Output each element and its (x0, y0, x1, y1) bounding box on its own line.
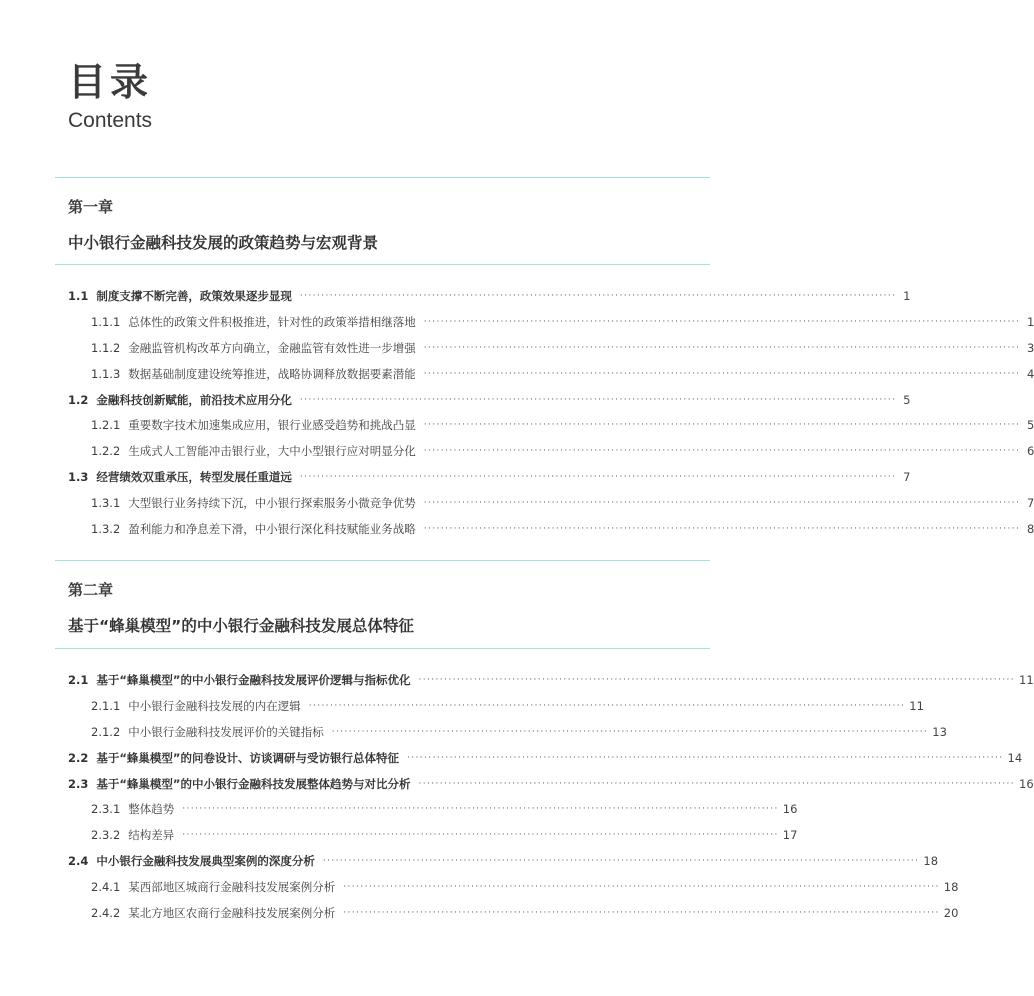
dot-leader: ············································································································································ (423, 368, 1021, 379)
toc-entry[interactable] (68, 822, 798, 848)
section-number: 2.3 (68, 776, 89, 791)
toc-entry[interactable] (68, 387, 911, 413)
toc-entry[interactable] (68, 874, 959, 900)
divider (55, 264, 710, 265)
toc-entry[interactable] (68, 335, 1034, 361)
page-number: 11 (1019, 672, 1034, 687)
section-number: 1.3.2 (91, 521, 121, 536)
section-number: 1.3.1 (91, 496, 121, 511)
dot-leader: ············································································································································ (182, 830, 779, 841)
toc-entry[interactable] (68, 719, 947, 745)
section-title: 重要数字技术加速集成应用，银行业感受趋势和挑战凸显 (128, 418, 416, 433)
dot-leader: ············································································································································ (423, 446, 1021, 457)
section-number: 2.2 (68, 750, 89, 765)
toc-entry[interactable] (68, 490, 1034, 516)
toc-entry[interactable] (68, 309, 1034, 335)
section-title: 结构差异 (128, 828, 175, 843)
divider (55, 648, 710, 649)
dot-leader: ············································································································································ (299, 472, 897, 483)
section-title: 某西部地区城商行金融科技发展案例分析 (128, 880, 336, 895)
section-title: 基于“蜂巢模型”的中小银行金融科技发展整体趋势与对比分析 (96, 776, 411, 791)
section-number: 2.1 (68, 672, 89, 687)
section-title: 中小银行金融科技发展典型案例的深度分析 (96, 854, 315, 869)
dot-leader: ············································································································································ (423, 316, 1021, 327)
toc-entry[interactable] (68, 771, 1034, 797)
section-title: 基于“蜂巢模型”的问卷设计、访谈调研与受访银行总体特征 (96, 750, 399, 765)
section-number: 2.4.1 (91, 880, 121, 895)
dot-leader: ············································································································································ (423, 420, 1021, 431)
chapter-heading (68, 580, 414, 636)
section-number: 1.2.2 (91, 444, 121, 459)
section-title: 总体性的政策文件积极推进，针对性的政策举措相继落地 (128, 314, 416, 329)
section-number: 1.2 (68, 392, 89, 407)
divider (55, 177, 710, 178)
section-title: 整体趋势 (128, 802, 175, 817)
page-number: 11 (909, 698, 924, 713)
page-number: 6 (1026, 444, 1034, 459)
section-title: 经营绩效双重承压，转型发展任重道远 (96, 470, 292, 485)
dot-leader: ············································································································································ (407, 752, 1004, 763)
divider (55, 560, 710, 561)
page-number: 14 (1007, 750, 1023, 765)
dot-leader: ············································································································································ (182, 804, 779, 815)
section-title: 中小银行金融科技发展的内在逻辑 (128, 698, 301, 713)
section-title: 金融监管机构改革方向确立，金融监管有效性进一步增强 (128, 340, 416, 355)
dot-leader: ············································································································································ (423, 342, 1021, 353)
toc-entry[interactable] (68, 900, 959, 926)
dot-leader: ············································································································································ (308, 700, 906, 711)
section-title: 数据基础制度建设统筹推进，战略协调释放数据要素潜能 (128, 366, 416, 381)
dot-leader: ············································································································································ (322, 856, 920, 867)
toc-entry[interactable] (68, 667, 1034, 693)
dot-leader: ············································································································································ (418, 778, 1016, 789)
dot-leader: ············································································································································ (423, 523, 1021, 534)
toc-entry[interactable] (68, 283, 911, 309)
page-number: 20 (943, 905, 959, 920)
dot-leader: ············································································································································ (299, 290, 897, 301)
toc-header (68, 58, 152, 134)
page-number: 18 (923, 854, 939, 869)
chapter-label: 第二章 (68, 581, 114, 599)
page-number: 17 (782, 828, 798, 843)
toc-list (68, 283, 1034, 542)
chapter-title: 基于“蜂巢模型”的中小银行金融科技发展总体特征 (68, 617, 414, 635)
page-number: 3 (1026, 340, 1034, 355)
page-number: 18 (943, 880, 959, 895)
toc-entry[interactable] (68, 516, 1034, 542)
page-number: 5 (903, 392, 911, 407)
page-number: 7 (1026, 496, 1034, 511)
section-number: 2.3.2 (91, 828, 121, 843)
section-title: 金融科技创新赋能，前沿技术应用分化 (96, 392, 292, 407)
toc-entry[interactable] (68, 438, 1034, 464)
page-number: 7 (903, 470, 911, 485)
page-number: 4 (1026, 366, 1034, 381)
toc-list (68, 667, 1034, 926)
section-number: 1.1 (68, 288, 89, 303)
section-number: 1.3 (68, 470, 89, 485)
page-number: 1 (1026, 314, 1034, 329)
page-number: 16 (1019, 776, 1034, 791)
page-number: 16 (782, 802, 798, 817)
page-number: 1 (903, 288, 911, 303)
section-number: 2.3.1 (91, 802, 121, 817)
dot-leader: ············································································································································ (423, 498, 1021, 509)
section-number: 1.1.3 (91, 366, 121, 381)
chapter-label: 第一章 (68, 198, 114, 216)
toc-entry[interactable] (68, 412, 1034, 438)
section-number: 2.1.1 (91, 698, 121, 713)
dot-leader: ············································································································································ (418, 674, 1016, 685)
section-title: 基于“蜂巢模型”的中小银行金融科技发展评价逻辑与指标优化 (96, 672, 411, 687)
page-number: 13 (932, 724, 947, 739)
section-number: 1.1.2 (91, 340, 121, 355)
page-number: 5 (1026, 418, 1034, 433)
dot-leader: ············································································································································ (299, 394, 897, 405)
section-number: 2.1.2 (91, 724, 121, 739)
section-number: 1.2.1 (91, 418, 121, 433)
page-title: 目录 (68, 60, 153, 104)
section-title: 制度支撑不断完善，政策效果逐步显现 (96, 288, 292, 303)
chapter-title: 中小银行金融科技发展的政策趋势与宏观背景 (68, 234, 379, 252)
toc-entry[interactable] (68, 745, 1023, 771)
page-subtitle: Contents (68, 109, 153, 132)
toc-entry[interactable] (68, 464, 911, 490)
section-number: 1.1.1 (91, 314, 121, 329)
toc-entry[interactable] (68, 693, 924, 719)
section-title: 中小银行金融科技发展评价的关键指标 (128, 724, 324, 739)
chapter-heading (68, 197, 378, 253)
dot-leader: ············································································································································ (343, 882, 940, 893)
section-title: 生成式人工智能冲击银行业，大中小型银行应对明显分化 (128, 444, 416, 459)
dot-leader: ············································································································································ (331, 726, 929, 737)
toc-entry[interactable] (68, 796, 798, 822)
toc-entry[interactable] (68, 361, 1034, 387)
section-title: 某北方地区农商行金融科技发展案例分析 (128, 905, 336, 920)
section-title: 大型银行业务持续下沉，中小银行探索服务小微竞争优势 (128, 496, 416, 511)
section-number: 2.4 (68, 854, 89, 869)
section-title: 盈利能力和净息差下滑，中小银行深化科技赋能业务战略 (128, 521, 416, 536)
dot-leader: ············································································································································ (343, 907, 940, 918)
toc-entry[interactable] (68, 848, 939, 874)
page-number: 8 (1026, 521, 1034, 536)
section-number: 2.4.2 (91, 905, 121, 920)
